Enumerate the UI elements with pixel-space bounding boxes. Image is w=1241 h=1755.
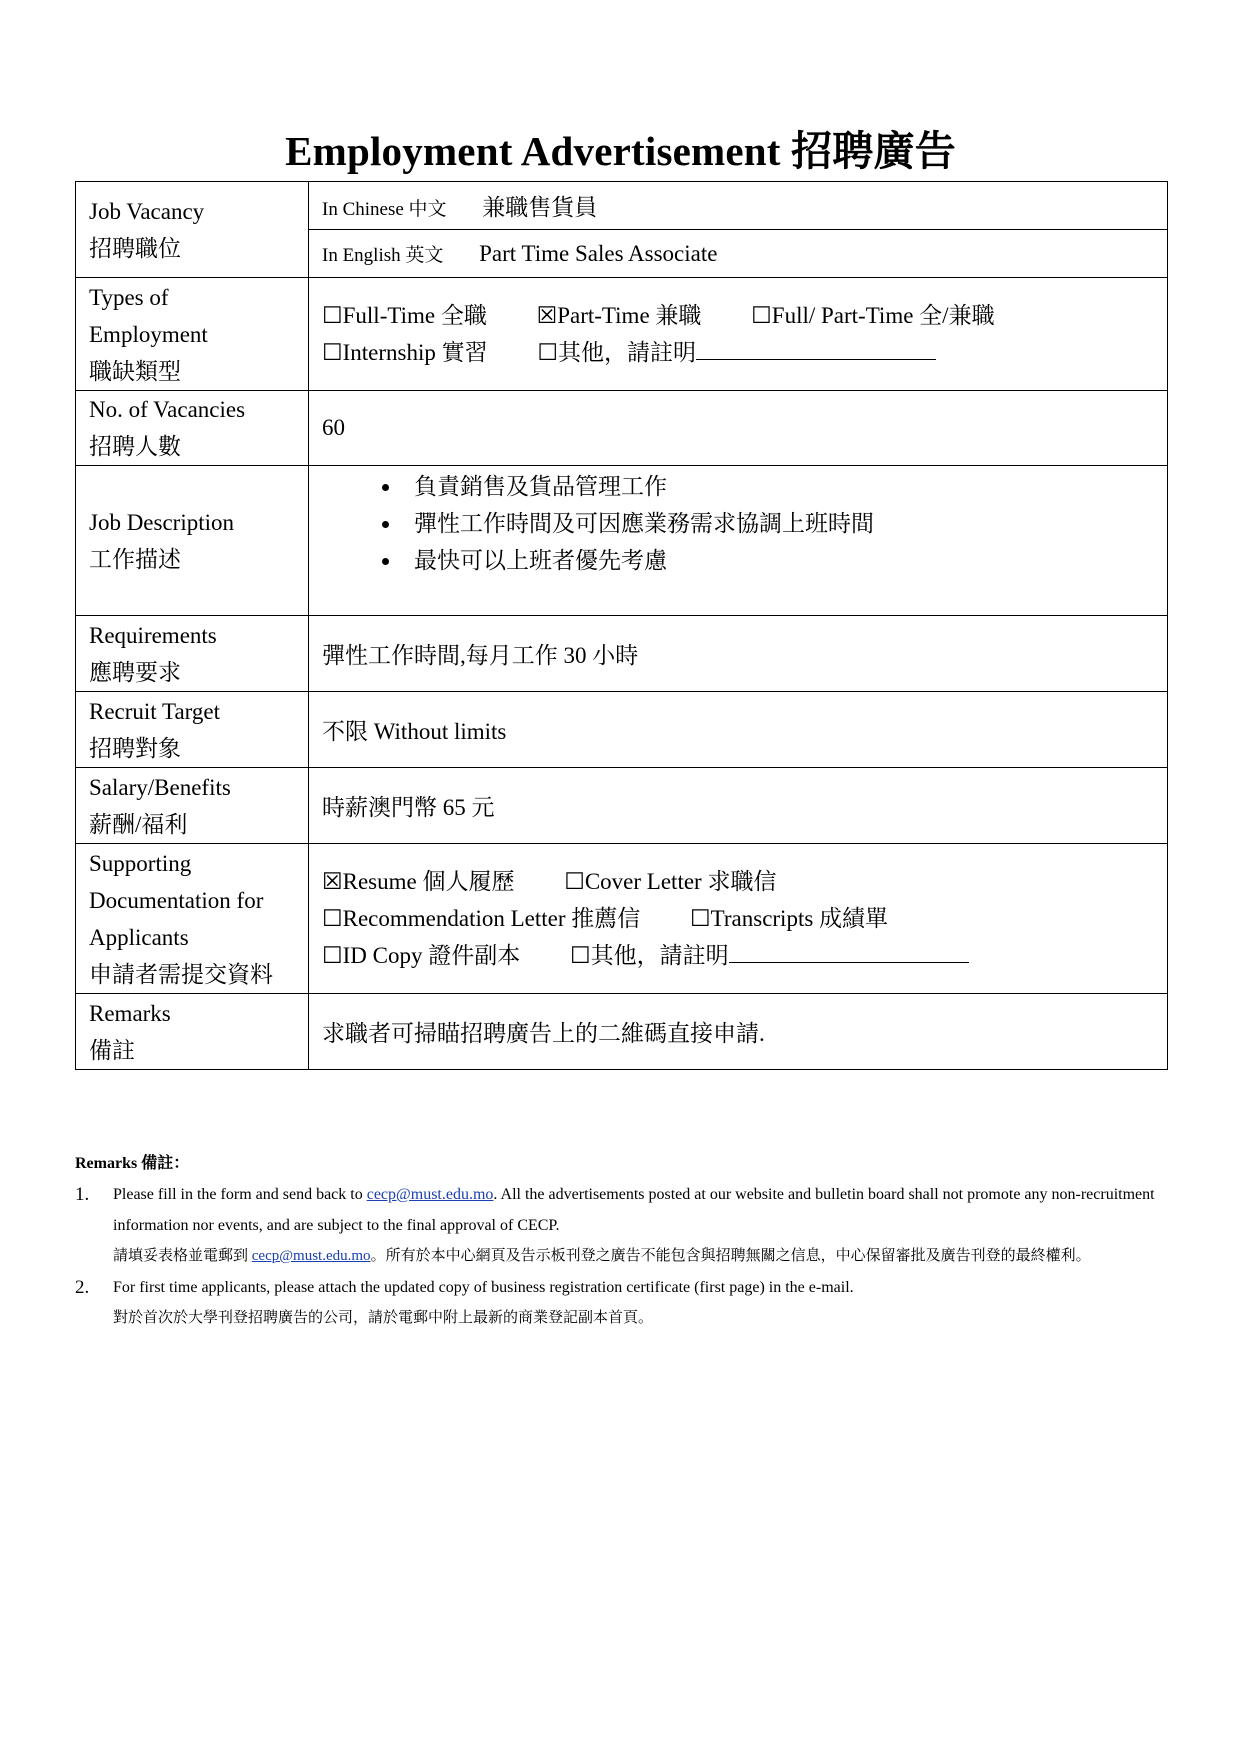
salary-label: Salary/Benefits 薪酬/福利 xyxy=(76,768,309,844)
advertisement-form xyxy=(75,181,1168,1070)
checkbox-resume[interactable]: ☒Resume 個人履歷 xyxy=(322,869,515,894)
employment-type-row xyxy=(76,278,1168,391)
vacancies-label: No. of Vacancies 招聘人數 xyxy=(76,391,309,466)
job-vacancy-english-cell xyxy=(309,230,1168,278)
documents-options xyxy=(309,844,1168,994)
job-title-english: Part Time Sales Associate xyxy=(479,241,718,266)
email-link-cn[interactable]: cecp@must.edu.mo xyxy=(251,1248,371,1264)
employment-type-options xyxy=(309,278,1168,391)
requirements-row xyxy=(76,616,1168,692)
footer-item-number: 1. xyxy=(75,1184,90,1205)
job-description-label: Job Description 工作描述 xyxy=(76,466,309,616)
job-description-list xyxy=(322,468,1154,579)
footer-item-2: 2. For first time applicants, please attach the updated copy of business registration certificate (first page) in the e-mail. 對於首次於大學刊登招聘廣告的公司，請於電郵中附上最新的商業登記副本首頁。 xyxy=(75,1272,1170,1334)
list-item: • 負責銷售及貨品管理工作 xyxy=(402,468,1154,505)
remarks-row xyxy=(76,994,1168,1070)
email-link[interactable]: cecp@must.edu.mo xyxy=(366,1186,494,1203)
job-vacancy-row xyxy=(76,182,1168,230)
checkbox-part-time[interactable]: ☒Part-Time 兼職 xyxy=(536,303,702,328)
job-description-cell xyxy=(309,466,1168,616)
requirements-label: Requirements 應聘要求 xyxy=(76,616,309,692)
remarks-value: 求職者可掃瞄招聘廣告上的二維碼直接申請. xyxy=(309,994,1168,1070)
footer-heading: Remarks 備註： xyxy=(75,1155,190,1172)
checkbox-internship[interactable]: ☐Internship 實習 xyxy=(322,340,488,365)
vacancies-value: 60 xyxy=(309,391,1168,466)
recruit-target-row xyxy=(76,692,1168,768)
page-title: Employment Advertisement 招聘廣告 xyxy=(285,128,956,174)
checkbox-recommendation[interactable]: ☐Recommendation Letter 推薦信 xyxy=(322,906,641,931)
list-item: • 最快可以上班者優先考慮 xyxy=(402,542,1154,579)
job-vacancy-chinese-cell xyxy=(309,182,1168,230)
employment-type-label: Types of Employment 職缺類型 xyxy=(76,278,309,391)
chinese-prefix: In Chinese 中文 xyxy=(322,199,447,220)
other-docs-blank xyxy=(729,940,969,963)
checkbox-transcripts[interactable]: ☐Transcripts 成績單 xyxy=(690,906,889,931)
checkbox-cover-letter[interactable]: ☐Cover Letter 求職信 xyxy=(564,869,777,894)
recruit-target-value: 不限 Without limits xyxy=(309,692,1168,768)
checkbox-other-docs[interactable]: ☐其他，請註明 xyxy=(569,943,729,968)
documents-row xyxy=(76,844,1168,994)
recruit-target-label: Recruit Target 招聘對象 xyxy=(76,692,309,768)
footer-item-number: 2. xyxy=(75,1277,90,1298)
vacancies-row xyxy=(76,391,1168,466)
job-title-chinese: 兼職售貨員 xyxy=(482,195,598,220)
footer-item-1: 1. Please fill in the form and send back to cecp@must.edu.mo. All the advertisements posted at our website and bulletin board shall not promote any non-recruitment information nor events, and are subject to the final approval of CECP. 請填妥表格並電郵到 cecp@must.edu.mo。所有於本中心網頁及告示板刊登之廣告不能包含與招聘無關之信息，中心保留審批及廣告刊登的最終權利。 xyxy=(75,1179,1170,1272)
list-item: • 彈性工作時間及可因應業務需求協調上班時間 xyxy=(402,505,1154,542)
salary-value: 時薪澳門幣 65 元 xyxy=(309,768,1168,844)
documents-label: Supporting Documentation for Applicants 申請者需提交資料 xyxy=(76,844,309,994)
job-description-row xyxy=(76,466,1168,616)
footer-remarks xyxy=(75,1148,1170,1334)
checkbox-id-copy[interactable]: ☐ID Copy 證件副本 xyxy=(322,943,521,968)
checkbox-full-part-time[interactable]: ☐Full/ Part-Time 全/兼職 xyxy=(751,303,995,328)
checkbox-other-type[interactable]: ☐其他，請註明 xyxy=(537,340,697,365)
english-prefix: In English 英文 xyxy=(322,245,444,266)
remarks-label: Remarks 備註 xyxy=(76,994,309,1070)
requirements-value: 彈性工作時間,每月工作 30 小時 xyxy=(309,616,1168,692)
other-type-blank xyxy=(696,337,936,360)
job-vacancy-label: Job Vacancy 招聘職位 xyxy=(76,182,309,278)
checkbox-full-time[interactable]: ☐Full-Time 全職 xyxy=(322,303,487,328)
salary-row xyxy=(76,768,1168,844)
